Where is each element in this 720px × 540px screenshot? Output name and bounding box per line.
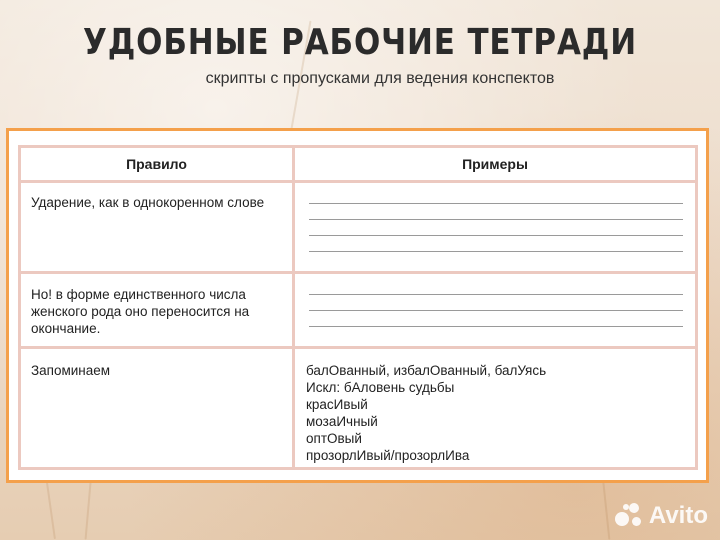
column-divider <box>292 148 295 467</box>
avito-watermark-text: Avito <box>648 502 708 529</box>
example-line: прозорлИвый/прозорлИва <box>306 448 470 463</box>
example-line: мозаИчный <box>306 414 378 429</box>
blank-line[interactable] <box>309 326 683 327</box>
rule-cell: Запоминаем <box>31 363 111 378</box>
blank-line[interactable] <box>309 294 683 295</box>
rule-cell: Ударение, как в однокоренном слове <box>31 195 265 210</box>
blank-lines[interactable] <box>309 203 683 267</box>
row-divider <box>21 346 695 349</box>
blank-line[interactable] <box>309 251 683 252</box>
worksheet-card <box>6 128 709 483</box>
page-title: УДОБНЫЕ РАБОЧИЕ ТЕТРАДИ <box>82 22 638 63</box>
examples-cell <box>306 362 686 464</box>
blank-line[interactable] <box>309 310 683 311</box>
blank-lines[interactable] <box>309 294 683 342</box>
header-examples: Примеры <box>462 156 528 172</box>
example-line: оптОвый <box>306 431 362 446</box>
header-rule: Правило <box>126 156 187 172</box>
page-subtitle: скрипты с пропусками для ведения конспектов <box>205 70 555 87</box>
rule-cell: Но! в форме единственного числа женского рода оно переносится на окончание. <box>31 287 250 336</box>
rules-table <box>18 145 698 470</box>
row-divider <box>21 180 695 183</box>
avito-logo-icon <box>615 503 643 529</box>
blank-line[interactable] <box>309 235 683 236</box>
avito-watermark <box>615 502 708 530</box>
example-line: красИвый <box>306 397 368 412</box>
blank-line[interactable] <box>309 203 683 204</box>
example-line: Искл: бАловень судьбы <box>306 380 455 395</box>
example-line: балОванный, избалОванный, балУясь <box>306 363 547 378</box>
blank-line[interactable] <box>309 219 683 220</box>
row-divider <box>21 271 695 274</box>
